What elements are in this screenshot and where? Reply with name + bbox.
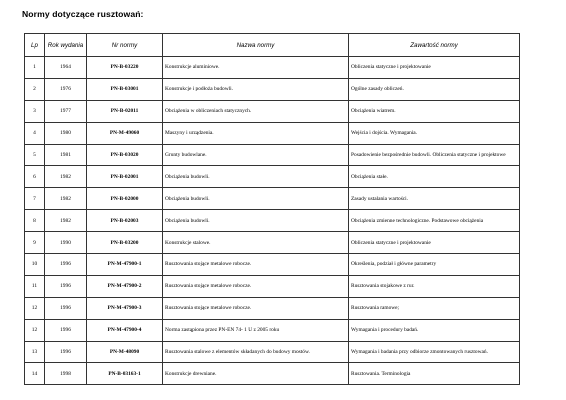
table-row [25, 166, 520, 188]
table-row [25, 275, 520, 297]
table-row [25, 144, 520, 166]
cell-norm-number: PN-B-02003 [87, 210, 163, 232]
cell-year: 1977 [45, 100, 87, 122]
cell-norm-name: Rusztowania stojące metalowe robocze. [163, 297, 349, 319]
table-row [25, 297, 520, 319]
table-row [25, 254, 520, 276]
header-content: Zawartość normy [349, 34, 520, 57]
cell-norm-name: Konstrukcje drewniane. [163, 363, 349, 385]
header-name: Nazwa normy [163, 34, 349, 57]
cell-norm-number: PN-M-48090 [87, 341, 163, 363]
header-year: Rok wydania [45, 34, 87, 57]
cell-norm-number: PN-B-02011 [87, 100, 163, 122]
cell-lp: 7 [25, 188, 45, 210]
cell-norm-content: Obciążenia wiatrem. [349, 100, 520, 122]
cell-lp: 12 [25, 297, 45, 319]
cell-norm-content: Wymagania i badania przy odbiorze zmontowanych rusztowań. [349, 341, 520, 363]
table-row [25, 319, 520, 341]
cell-norm-name: Obciążenia budowli. [163, 210, 349, 232]
cell-year: 1982 [45, 166, 87, 188]
cell-year: 1982 [45, 188, 87, 210]
cell-lp: 11 [25, 275, 45, 297]
cell-lp: 12 [25, 319, 45, 341]
cell-norm-name: Konstrukcje i podłoża budowli. [163, 78, 349, 100]
cell-norm-content: Obliczenia statyczne i projektowanie [349, 232, 520, 254]
cell-year: 1996 [45, 254, 87, 276]
cell-year: 1990 [45, 232, 87, 254]
cell-norm-content: Zasady ustalania wartości. [349, 188, 520, 210]
table-row [25, 57, 520, 79]
cell-norm-number: PN-B-02001 [87, 166, 163, 188]
cell-norm-name: Rusztowania stalowe z elementów składanych do budowy mostów. [163, 341, 349, 363]
cell-year: 1996 [45, 319, 87, 341]
cell-norm-name: Obciążenia budowli. [163, 166, 349, 188]
cell-lp: 5 [25, 144, 45, 166]
cell-lp: 8 [25, 210, 45, 232]
table-row [25, 210, 520, 232]
cell-norm-name: Konstrukcje aluminiowe. [163, 57, 349, 79]
header-lp: Lp [25, 34, 45, 57]
cell-norm-number: PN-M-47900-2 [87, 275, 163, 297]
cell-norm-content: Określenia, podział i główne parametry [349, 254, 520, 276]
cell-norm-content: Rusztowania ramowe; [349, 297, 520, 319]
cell-norm-content: Obciążenia stałe. [349, 166, 520, 188]
cell-year: 1996 [45, 275, 87, 297]
cell-lp: 3 [25, 100, 45, 122]
header-nr: Nr normy [87, 34, 163, 57]
cell-norm-name: Obciążenia w obliczeniach statycznych. [163, 100, 349, 122]
table-row [25, 232, 520, 254]
cell-norm-content: Obliczenia statyczne i projektowanie [349, 57, 520, 79]
table-header-row [25, 34, 520, 57]
table-row [25, 122, 520, 144]
cell-norm-content: Wymagania i procedury badań. [349, 319, 520, 341]
cell-norm-number: PN-B-03200 [87, 232, 163, 254]
cell-year: 1982 [45, 210, 87, 232]
table-row [25, 188, 520, 210]
table-row [25, 78, 520, 100]
cell-norm-name: Rusztowania stojące metalowe robocze. [163, 275, 349, 297]
cell-lp: 13 [25, 341, 45, 363]
cell-lp: 1 [25, 57, 45, 79]
cell-year: 1980 [45, 122, 87, 144]
page-title: Normy dotyczące rusztowań: [22, 9, 144, 19]
cell-norm-name: Rusztowania stojące metalowe robocze. [163, 254, 349, 276]
cell-norm-content: Posadowienie bezpośrednie budowli. Obliczenia statyczne i projektowe [349, 144, 520, 166]
cell-year: 1976 [45, 78, 87, 100]
cell-norm-content: Rusztowania. Terminologia [349, 363, 520, 385]
table-row [25, 363, 520, 385]
table-row [25, 100, 520, 122]
cell-lp: 9 [25, 232, 45, 254]
cell-lp: 4 [25, 122, 45, 144]
cell-lp: 10 [25, 254, 45, 276]
cell-norm-number: PN-M-47900-3 [87, 297, 163, 319]
cell-norm-number: PN-M-49060 [87, 122, 163, 144]
cell-norm-content: Obciążenia zmienne technologiczne. Podstawowe obciążenia [349, 210, 520, 232]
cell-norm-number: PN-B-03001 [87, 78, 163, 100]
cell-norm-number: PN-B-02000 [87, 188, 163, 210]
cell-year: 1996 [45, 341, 87, 363]
cell-norm-content: Rusztowania stojakowe z rur. [349, 275, 520, 297]
table-row [25, 341, 520, 363]
cell-norm-number: PN-B-03020 [87, 144, 163, 166]
cell-lp: 2 [25, 78, 45, 100]
cell-lp: 6 [25, 166, 45, 188]
cell-lp: 14 [25, 363, 45, 385]
cell-norm-number: PN-M-47900-1 [87, 254, 163, 276]
table-body [25, 57, 520, 385]
cell-norm-name: Konstrukcje stalowe. [163, 232, 349, 254]
norms-table [24, 33, 520, 385]
cell-norm-content: Ogólne zasady obliczeń. [349, 78, 520, 100]
cell-norm-number: PN-B-03163-1 [87, 363, 163, 385]
cell-norm-name: Obciążenia budowli. [163, 188, 349, 210]
cell-norm-name: Maszyny i urządzenia. [163, 122, 349, 144]
cell-year: 1981 [45, 144, 87, 166]
cell-norm-content: Wejścia i dojścia. Wymagania. [349, 122, 520, 144]
cell-year: 1998 [45, 363, 87, 385]
cell-norm-number: PN-B-03220 [87, 57, 163, 79]
cell-year: 1996 [45, 297, 87, 319]
cell-year: 1964 [45, 57, 87, 79]
cell-norm-name: Grunty budowlane. [163, 144, 349, 166]
cell-norm-name: Norma zastąpiona przez PN-EN 74- 1 U z 2005 roku [163, 319, 349, 341]
cell-norm-number: PN-M-47900-4 [87, 319, 163, 341]
